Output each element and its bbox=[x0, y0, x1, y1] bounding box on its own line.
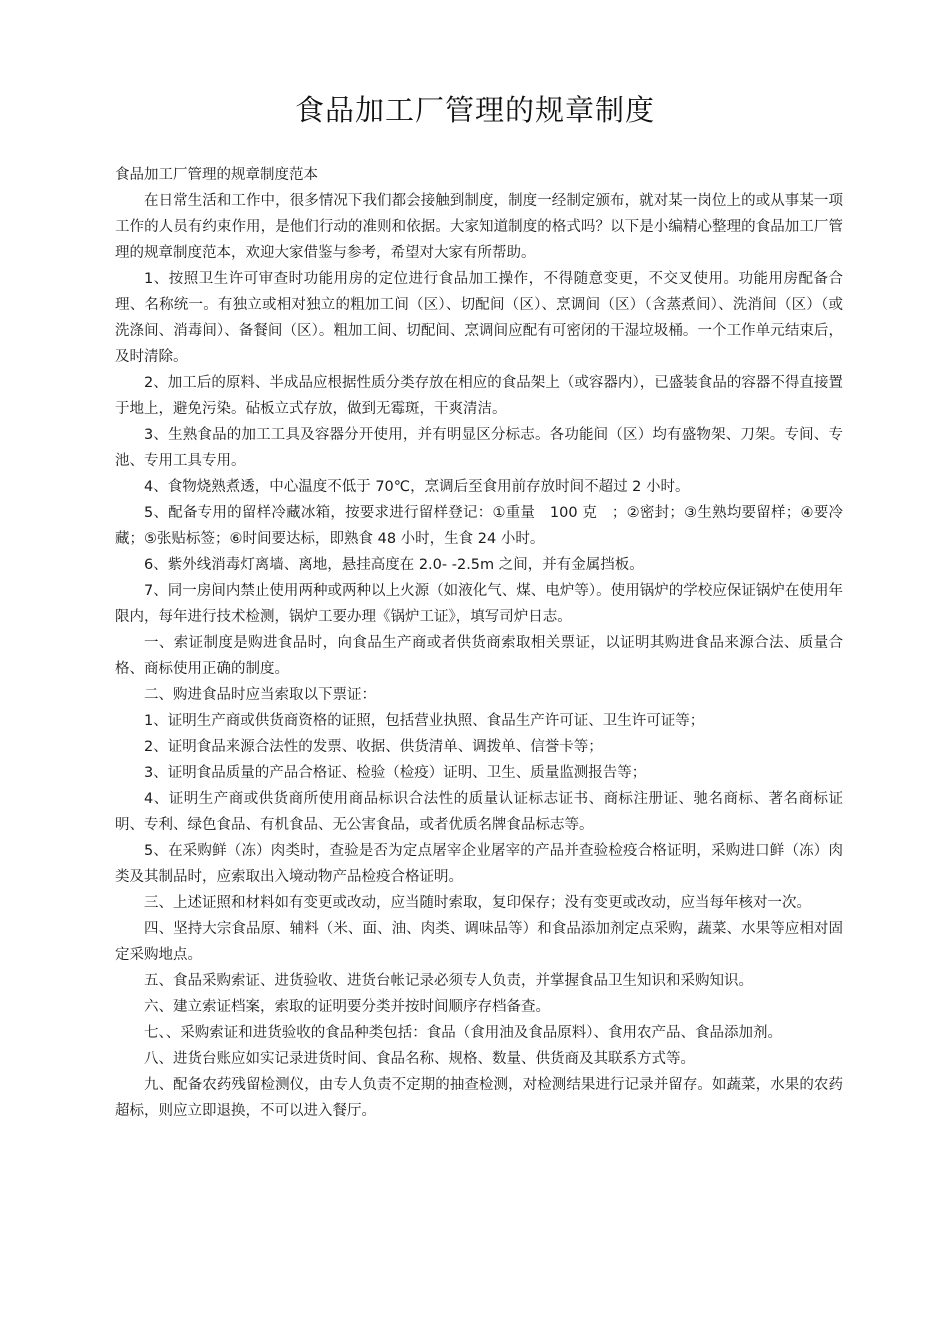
paragraph-voucher-1: 1、证明生产商或供货商资格的证照，包括营业执照、食品生产许可证、卫生许可证等； bbox=[144, 713, 705, 729]
document-subtitle: 食品加工厂管理的规章制度范本 bbox=[115, 167, 318, 183]
paragraph-item-1: 1、按照卫生许可审查时功能用房的定位进行食品加工操作，不得随意变更，不交叉使用。功能用房配备合理、名称统一。有独立或相对独立的粗加工间（区）、切配间（区）、烹调间（区）（含蒸煮间）、洗消间（区）（或洗涤间、消毒间）、备餐间（区）。粗加工间、切配间、烹调间应配有可密闭的干湿垃圾桶。一个工作单元结束后，及时清除。 bbox=[115, 271, 843, 365]
paragraph-voucher-3: 3、证明食品质量的产品合格证、检验（检疫）证明、卫生、质量监测报告等； bbox=[144, 765, 647, 781]
paragraph-section-4: 四、坚持大宗食品原、辅料（米、面、油、肉类、调味品等）和食品添加剂定点采购，蔬菜、水果等应相对固定采购地点。 bbox=[115, 921, 843, 963]
paragraph-item-4: 4、食物烧熟煮透，中心温度不低于 70℃，烹调后至食用前存放时间不超过 2 小时。 bbox=[144, 479, 690, 495]
paragraph-item-6: 6、紫外线消毒灯离墙、离地，悬挂高度在 2.0- -2.5m 之间，并有金属挡板。 bbox=[144, 557, 644, 573]
paragraph-section-7: 七、、采购索证和进货验收的食品种类包括：食品（食用油及食品原料）、食用农产品、食品添加剂。 bbox=[144, 1025, 782, 1041]
paragraph-voucher-5: 5、在采购鲜（冻）肉类时，查验是否为定点屠宰企业屠宰的产品并查验检疫合格证明，采购进口鲜（冻）肉类及其制品时，应索取出入境动物产品检疫合格证明。 bbox=[115, 843, 843, 885]
paragraph-intro: 在日常生活和工作中，很多情况下我们都会接触到制度，制度一经制定颁布，就对某一岗位上的或从事某一项工作的人员有约束作用，是他们行动的准则和依据。大家知道制度的格式吗？以下是小编精心整理的食品加工厂管理的规章制度范本，欢迎大家借鉴与参考，希望对大家有所帮助。 bbox=[115, 193, 843, 261]
paragraph-section-9: 九、配备农药残留检测仪，由专人负责不定期的抽查检测，对检测结果进行记录并留存。如蔬菜，水果的农药超标，则应立即退换，不可以进入餐厅。 bbox=[115, 1077, 843, 1119]
paragraph-item-2: 2、加工后的原料、半成品应根据性质分类存放在相应的食品架上（或容器内），已盛装食品的容器不得直接置于地上，避免污染。砧板立式存放，做到无霉斑，干爽清洁。 bbox=[115, 375, 843, 417]
paragraph-section-5: 五、食品采购索证、进货验收、进货台帐记录必须专人负责，并掌握食品卫生知识和采购知识。 bbox=[144, 973, 753, 989]
paragraph-section-3: 三、上述证照和材料如有变更或改动，应当随时索取，复印保存；没有变更或改动，应当每年核对一次。 bbox=[144, 895, 811, 911]
paragraph-voucher-4: 4、证明生产商或供货商所使用商品标识合法性的质量认证标志证书、商标注册证、驰名商标、著名商标证明、专利、绿色食品、有机食品、无公害食品，或者优质名牌食品标志等。 bbox=[115, 791, 843, 833]
document-body bbox=[115, 162, 843, 1124]
paragraph-section-1: 一、索证制度是购进食品时，向食品生产商或者供货商索取相关票证，以证明其购进食品来源合法、质量合格、商标使用正确的制度。 bbox=[115, 635, 843, 677]
paragraph-voucher-2: 2、证明食品来源合法性的发票、收据、供货清单、调拨单、信誉卡等； bbox=[144, 739, 603, 755]
paragraph-item-5: 5、配备专用的留样冷藏冰箱，按要求进行留样登记：①重量 100 克 ；②密封；③生熟均要留样；④要冷藏；⑤张贴标签；⑥时间要达标，即熟食 48 小时，生食 24 小时。 bbox=[115, 505, 843, 547]
paragraph-item-7: 7、同一房间内禁止使用两种或两种以上火源（如液化气、煤、电炉等）。使用锅炉的学校应保证锅炉在使用年限内，每年进行技术检测，锅炉工要办理《锅炉工证》，填写司炉日志。 bbox=[115, 583, 843, 625]
paragraph-section-2: 二、购进食品时应当索取以下票证： bbox=[144, 687, 376, 703]
paragraph-section-6: 六、建立索证档案，索取的证明要分类并按时间顺序存档备查。 bbox=[144, 999, 550, 1015]
document-title: 食品加工厂管理的规章制度 bbox=[294, 93, 655, 127]
paragraph-item-3: 3、生熟食品的加工工具及容器分开使用，并有明显区分标志。各功能间（区）均有盛物架、刀架。专间、专池、专用工具专用。 bbox=[115, 427, 843, 469]
paragraph-section-8: 八、进货台账应如实记录进货时间、食品名称、规格、数量、供货商及其联系方式等。 bbox=[144, 1051, 695, 1067]
